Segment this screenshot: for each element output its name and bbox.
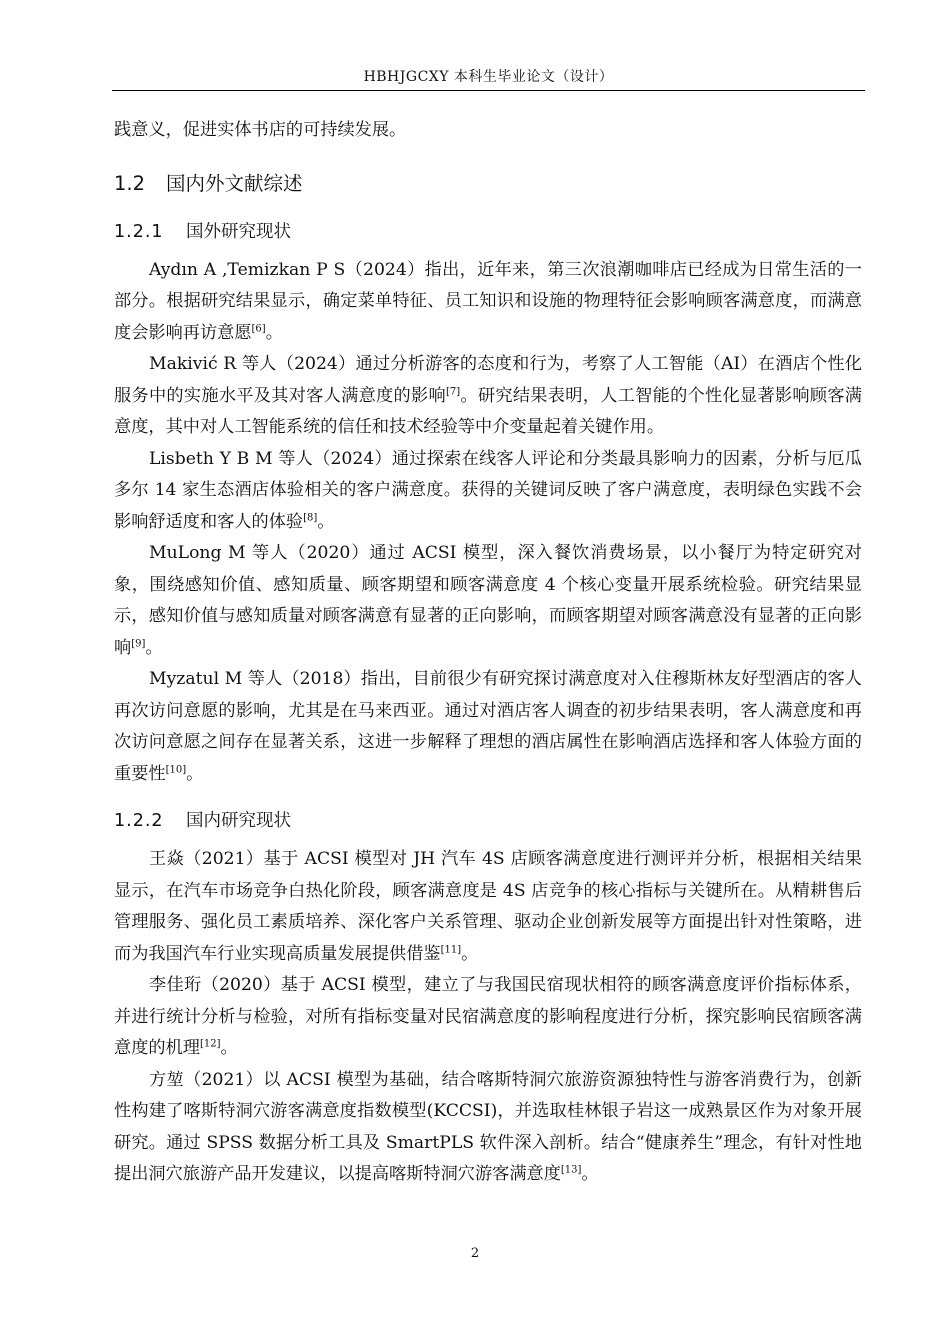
paragraph bbox=[114, 664, 862, 790]
paragraph bbox=[114, 349, 862, 444]
section-number: 1.2 bbox=[114, 171, 146, 195]
paragraph-text: 李佳珩（2020）基于 ACSI 模型，建立了与我国民宿现状相符的顾客满意度评价指标体系，并进行统计分析与检验，对所有指标变量对民宿满意度的影响程度进行分析，探究影响民宿顾客满意度的机理 bbox=[114, 975, 862, 1058]
paragraph-text: Makivić R 等人（2024）通过分析游客的态度和行为，考察了人工智能（AI）在酒店个性化服务中的实施水平及其对客人满意度的影响 bbox=[114, 354, 862, 406]
paragraph-tail: 。 bbox=[317, 511, 335, 532]
subsection-title: 国外研究现状 bbox=[186, 221, 291, 242]
continuation-paragraph: 践意义，促进实体书店的可持续发展。 bbox=[114, 120, 407, 140]
paragraph-tail: 。 bbox=[186, 763, 204, 784]
paragraph bbox=[114, 844, 862, 970]
paragraph bbox=[114, 970, 862, 1065]
page-content bbox=[114, 115, 862, 1191]
subsection-heading-foreign bbox=[114, 217, 862, 247]
section-heading bbox=[114, 167, 862, 201]
paragraph bbox=[114, 444, 862, 539]
running-header: HBHJGCXY 本科生毕业论文（设计） bbox=[363, 69, 614, 85]
domestic-research-paragraphs bbox=[114, 844, 862, 1191]
citation-ref: [12] bbox=[199, 1038, 221, 1050]
paragraph bbox=[114, 538, 862, 664]
paragraph-tail: 。 bbox=[145, 637, 163, 658]
subsection-number: 1.2.1 bbox=[114, 221, 164, 242]
paragraph-text: Myzatul M 等人（2018）指出，目前很少有研究探讨满意度对入住穆斯林友好型酒店的客人再次访问意愿的影响，尤其是在马来西亚。通过对酒店客人调查的初步结果表明，客人满意度和再次访问意愿之间存在显著关系，这进一步解释了理想的酒店属性在影响酒店选择和客人体验方面的重要性 bbox=[114, 669, 862, 784]
paragraph-text: Aydın A ,Temizkan P S（2024）指出，近年来，第三次浪潮咖啡店已经成为日常生活的一部分。根据研究结果显示，确定菜单特征、员工知识和设施的物理特征会影响顾客满意度，而满意度会影响再访意愿 bbox=[114, 259, 862, 343]
page-number: 2 bbox=[470, 1246, 480, 1261]
paragraph-text: Lisbeth Y B M 等人（2024）通过探索在线客人评论和分类最具影响力的因素，分析与厄瓜多尔 14 家生态酒店体验相关的客户满意度。获得的关键词反映了客户满意度，表明绿色实践不会影响舒适度和客人的体验 bbox=[114, 448, 862, 532]
citation-ref: [8] bbox=[303, 511, 318, 523]
paragraph-tail: 。 bbox=[265, 322, 283, 343]
paragraph-tail: 。研究结果表明，人工智能的个性化显著影响顾客满意度，其中对人工智能系统的信任和技术经验等中介变量起着关键作用。 bbox=[114, 385, 862, 437]
paragraph bbox=[114, 255, 862, 350]
foreign-research-paragraphs bbox=[114, 255, 862, 791]
citation-ref: [7] bbox=[445, 385, 461, 397]
citation-ref: [11] bbox=[440, 943, 462, 955]
subsection-number: 1.2.2 bbox=[114, 811, 164, 831]
citation-ref: [9] bbox=[131, 637, 146, 649]
header-rule bbox=[112, 90, 865, 91]
paragraph-tail: 。 bbox=[461, 943, 479, 964]
paragraph-text: 方堃（2021）以 ACSI 模型为基础，结合喀斯特洞穴旅游资源独特性与游客消费行为，创新性构建了喀斯特洞穴游客满意度指数模型(KCCSI)，并选取桂林银子岩这一成熟景区作为对象开展研究。通过 SPSS 数据分析工具及 SmartPLS 软件深入剖析。结合“健康养生”理念，有针对性地提出洞穴旅游产品开发建议，以提高喀斯特洞穴游客满意度 bbox=[114, 1069, 862, 1184]
paragraph-tail: 。 bbox=[220, 1038, 238, 1058]
citation-ref: [6] bbox=[251, 322, 266, 334]
paragraph bbox=[114, 1065, 862, 1191]
paragraph-text: MuLong M 等人（2020）通过 ACSI 模型，深入餐饮消费场景，以小餐厅为特定研究对象，围绕感知价值、感知质量、顾客期望和顾客满意度 4 个核心变量开展系统检验。研究结果显示，感知价值与感知质量对顾客满意有显著的正向影响，而顾客期望对顾客满意没有显著的正向影响 bbox=[114, 543, 862, 658]
section-title: 国内外文献综述 bbox=[166, 171, 303, 195]
citation-ref: [10] bbox=[165, 763, 187, 775]
subsection-heading-domestic bbox=[114, 806, 862, 836]
subsection-title: 国内研究现状 bbox=[186, 811, 291, 831]
citation-ref: [13] bbox=[560, 1164, 582, 1176]
paragraph-tail: 。 bbox=[581, 1164, 599, 1184]
paragraph-text: 王焱（2021）基于 ACSI 模型对 JH 汽车 4S 店顾客满意度进行测评并分析，根据相关结果显示，在汽车市场竞争白热化阶段，顾客满意度是 4S 店竞争的核心指标与关键所在。从精耕售后管理服务、强化员工素质培养、深化客户关系管理、驱动企业创新发展等方面提出针对性策略，进而为我国汽车行业实现高质量发展提供借鉴 bbox=[114, 849, 862, 964]
